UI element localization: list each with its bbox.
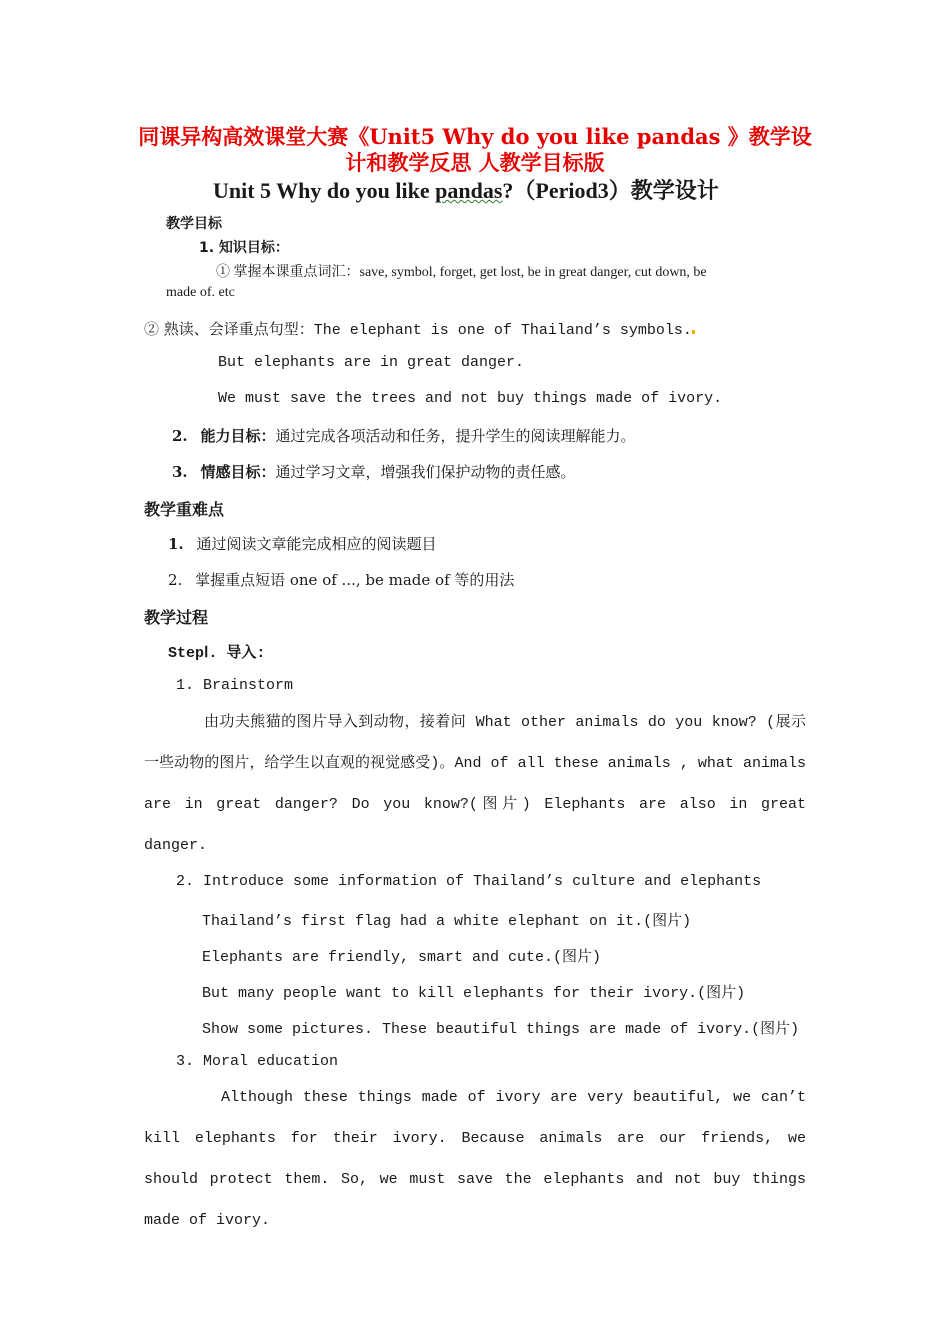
emotion-objective <box>172 461 575 482</box>
document-title-line-1: 同课异构高效课堂大赛《Unit5 Why do you like pandas 》教学设 <box>138 124 812 149</box>
document-title-line-2: 计和教学反思 人教学目标版 <box>345 150 605 175</box>
subtitle-rest-text: ?（Period3）教学设计 <box>502 178 719 203</box>
sentence-1-part-b: ne of Thailand’s symbols. <box>466 322 692 339</box>
introduce-heading <box>176 873 761 890</box>
brainstorm-text-b: also <box>679 796 716 813</box>
introduce-heading-b: ephants <box>698 873 762 890</box>
key-points-heading: 教学重难点 <box>144 500 225 519</box>
objectives-heading: 教学目标 <box>166 216 222 232</box>
ability-label: 能力目标： <box>200 427 276 445</box>
unit-subtitle <box>213 174 719 205</box>
vocab-line-1: ① 掌握本课重点词汇：save, symbol, forget, get lost, be in great danger, cut down, be <box>216 265 707 280</box>
revision-mark <box>692 330 695 334</box>
key-sentences-line <box>144 318 695 339</box>
introduce-line-1: Thailand’s first flag had a white elephant on it.(图片) <box>202 913 692 930</box>
key-point-2-number: 2. <box>168 571 183 589</box>
emotion-text: 通过学习文章，增强我们保护动物的责任感。 <box>275 463 576 481</box>
brainstorm-text-c: in great danger. <box>144 796 807 854</box>
brainstorm-paragraph <box>144 702 806 866</box>
introduce-line-3: But many people want to kill elephants for their ivory.(图片) <box>202 985 746 1002</box>
emotion-number: 3. <box>172 463 188 481</box>
sentence-1-part-a: The elephant is o <box>313 322 467 339</box>
introduce-line-4: Show some pictures. These beautiful things are made of ivory.(图片) <box>202 1021 800 1038</box>
key-point-1-number: 1. <box>168 535 184 553</box>
brainstorm-text-a: 由功夫熊猫的图片导入到动物，接着问 What other animals do you know? (展示一些动物的图片，给学生以直观的视觉感受)。And of all these animals , what animals are in great danger? Do you know?(图片) Elephants are <box>144 714 806 813</box>
moral-heading: 3. Moral education <box>176 1053 339 1070</box>
key-sentences-intro: ② 熟读、会译重点句型： <box>144 320 314 338</box>
moral-text-a: Although <box>221 1089 303 1106</box>
brainstorm-heading: 1. Brainstorm <box>176 677 294 694</box>
sentence-3-part-a: We must <box>218 390 282 407</box>
key-point-1-text: 通过阅读文章能完成相应的阅读题目 <box>196 535 437 553</box>
step-1-heading: StepⅠ. 导入: <box>168 645 266 662</box>
moral-text-b: these things made of ivory are very beautiful, we can’t kill elephants for their ivory. Because animals are our friends, we should protect them. So, we must save the elephants and not buy things made of ivory. <box>144 1089 806 1229</box>
sentence-3-part-b: save the trees and not buy things made of ivory. <box>281 390 723 407</box>
key-point-1 <box>168 533 436 554</box>
sentence-3 <box>218 390 722 407</box>
vocab-line-2: made of. etc <box>166 285 235 300</box>
sentence-2: But elephants are in great danger. <box>218 354 525 371</box>
subtitle-pandas-text: pandas <box>435 178 503 203</box>
key-point-2-text: 掌握重点短语 one of ..., be made of 等的用法 <box>195 571 515 589</box>
emotion-label: 情感目标： <box>200 463 276 481</box>
ability-number: 2. <box>172 427 188 445</box>
knowledge-objectives-heading: 1. 知识目标： <box>199 240 289 256</box>
key-point-2 <box>168 569 514 590</box>
introduce-line-2: Elephants are friendly, smart and cute.(图片) <box>202 949 602 966</box>
subtitle-unit-text: Unit 5 Why do you like <box>213 178 436 203</box>
process-heading: 教学过程 <box>144 608 209 627</box>
moral-paragraph <box>144 1077 806 1241</box>
ability-text: 通过完成各项活动和任务，提升学生的阅读理解能力。 <box>275 427 636 445</box>
introduce-heading-a: 2. Introduce some information of Thailand’s culture and el <box>176 873 699 890</box>
ability-objective <box>172 425 635 446</box>
